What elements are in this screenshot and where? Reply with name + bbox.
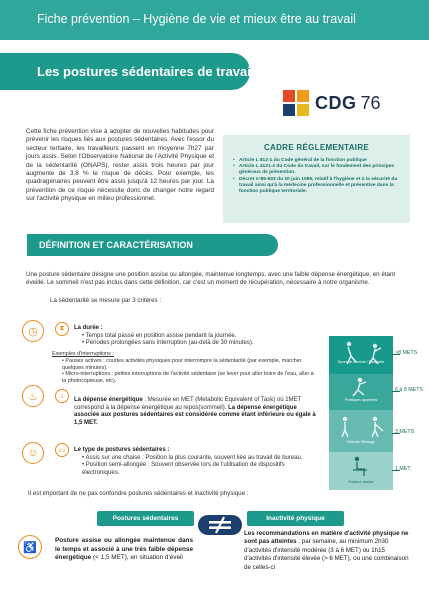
seated-figure-icon xyxy=(355,457,359,461)
not-equal-icon xyxy=(197,513,243,537)
duree-item: • Temps total passé en position assise pendant la journée. xyxy=(82,332,237,339)
runner-figure-icon xyxy=(358,378,362,382)
depense-title: La dépense énergétique xyxy=(74,397,143,403)
met-value: >8 METS xyxy=(395,350,418,356)
climber-figure-icon xyxy=(347,342,351,346)
inactivite-physique-definition: Les recommandations en matière d'activité physique ne sont pas atteintes : par semaine, au minimum 2h30 d'activités d'intensité modérée (3 à 6 MET) ou 1h15 d'activités d'intensité élevée (> 6 MET), ou une combinaison de celles-ci xyxy=(244,530,409,571)
inactivite-physique-label: Inactivité physique xyxy=(247,511,344,526)
logo-number: 76 xyxy=(360,92,381,113)
hourglass-icon: ⧗ xyxy=(55,322,69,336)
cadre-list xyxy=(233,158,402,195)
exemples-block xyxy=(52,351,314,385)
person-icon: ☺ xyxy=(22,442,44,464)
depense-bold: La dépense énergétique associée aux postures sédentaires est considérée comme étant inférieure ou égale à 1,5 MET. xyxy=(74,404,316,426)
definition-paragraph: Une posture sédentaire désigne une position assise ou allongée, maintenue longtemps, avec une faible dépense énergétique, en étant éveillé. Le sommeil n'est pas inclus dans cette définition, car c'est un moment de récupération, nécessaire à notre organisme. xyxy=(26,271,396,287)
cadre-item: • Décret n°85-603 du 10 juin 1985, relatif à l'hygiène et à la sécurité du travail ainsi qu'à la médecine professionnelle et préventive dans la fonction publique territoriale. xyxy=(233,177,402,196)
exemples-item: • Micro-interruptions : petites interruptions de l'activité sédentaire (se lever pour aller boire de l'eau, aller à la photocopieuse, etc). xyxy=(62,371,314,385)
sitting-person-icon: ♿ xyxy=(18,535,42,559)
important-note: Il est important de ne pas confondre postures sédentaires et inactivité physique : xyxy=(28,490,249,497)
postures-sedentaires-label: Postures sédentaires xyxy=(97,511,194,526)
page-title: Les postures sédentaires de travail xyxy=(37,64,255,79)
type-title: Le type de postures sédentaires : xyxy=(74,447,170,453)
exemples-title: Exemples d'interruptions : xyxy=(52,351,114,357)
logo-square-blue xyxy=(283,104,295,116)
fire-icon: ♨ xyxy=(55,389,69,403)
logo-text: CDG xyxy=(315,92,357,113)
type-item: • Position semi-allongée : Souvent observée lors de l'utilisation de dispositifs électroniques. xyxy=(82,462,285,476)
header-band xyxy=(0,0,429,40)
met-level-label: Posture assise xyxy=(348,480,374,484)
exemples-list xyxy=(52,358,314,385)
met-value: 6 à 8 METS xyxy=(395,387,423,393)
definition-band xyxy=(27,234,278,256)
met-value: 3 METS xyxy=(395,429,415,435)
title-band xyxy=(0,53,255,90)
met-level-label: Marche Ménage xyxy=(347,440,375,444)
header-subtitle: Fiche prévention – Hygiène de vie et mieux être au travail xyxy=(37,12,356,26)
cdg76-logo xyxy=(283,90,381,116)
duree-title: La durée : xyxy=(74,325,103,331)
cadre-item: • Article L 812-1 du Code général de la fonction publique xyxy=(233,158,402,164)
logo-square-yellow xyxy=(297,104,309,116)
logo-mark xyxy=(283,90,309,116)
depense-text: : Mesurée en MET (Metabolic Equivalent of Task) où 1MET correspond à la dépense énergétique au repos(sommeil). xyxy=(74,397,302,411)
walker-figure-icon xyxy=(343,417,347,421)
cleaner-figure-icon xyxy=(373,417,377,421)
met-figures xyxy=(329,336,393,490)
postures-sedentaires-definition: Posture assise ou allongée maintenue dans le temps et associé à une très faible dépense énergétique (< 1,5 MET), en situation d'éveil xyxy=(55,537,193,562)
met-chart xyxy=(329,336,393,490)
intro-text: Cette fiche prévention vise à adopter de nouvelles habitudes pour prévenir les risques liés aux postures sédentaires. Avec l'essor du secteur tertiaire, les travailleurs passent en moyenne 7h27 par jours assis. Selon l'Observatoire National de l'Activité Physique et de la sédentarité (ONAPS), rester assis trois heures par jour augmente de 3.8 % le risque de décès. Pour exemple, les quadragénaires peuvent être assis jusqu'à 12 heures par jour. La prévention de ce risque nécessite donc de changer notre regard sur l'activité physique en milieu professionnel. xyxy=(26,128,214,203)
criterion-type xyxy=(74,447,316,477)
met-level-label: Pratiques sportives xyxy=(344,398,378,402)
met-value: 1 MET xyxy=(395,466,411,472)
definition-heading: DÉFINITION ET CARACTÉRISATION xyxy=(39,240,193,250)
criterion-duree xyxy=(74,325,319,348)
criteria-intro: La sédentarité se mesure par 3 critères : xyxy=(50,297,162,304)
duree-list xyxy=(74,333,319,348)
flame-icon: ♨ xyxy=(22,385,44,407)
clock-icon: ◷ xyxy=(22,320,44,342)
logo-square-red xyxy=(283,90,295,102)
criterion-depense xyxy=(74,397,316,427)
cadre-item: • Article L 4121-2 du Code du travail, sur le fondement des principes généraux de prévention. xyxy=(233,164,402,176)
met-level-label: Sport de combat / Escalade xyxy=(337,360,385,364)
cadre-reglementaire-box xyxy=(223,135,410,223)
duree-item: • Périodes prolongées sans interruption (au-delà de 30 minutes). xyxy=(82,340,254,347)
exemples-item: • Pauses actives : courtes activités physiques pour interrompre la sédentarité (par exemple, marcher quelques minutes). xyxy=(62,357,302,371)
fighter-figure-icon xyxy=(373,344,377,348)
cadre-heading: CADRE RÉGLEMENTAIRE xyxy=(263,143,370,152)
type-list xyxy=(74,455,316,478)
logo-square-orange xyxy=(297,90,309,102)
type-item: • Assis sur une chaise : Position la plus courante, souvent liée au travail de bureau. xyxy=(82,454,303,461)
laptop-icon: ▭ xyxy=(55,443,69,457)
